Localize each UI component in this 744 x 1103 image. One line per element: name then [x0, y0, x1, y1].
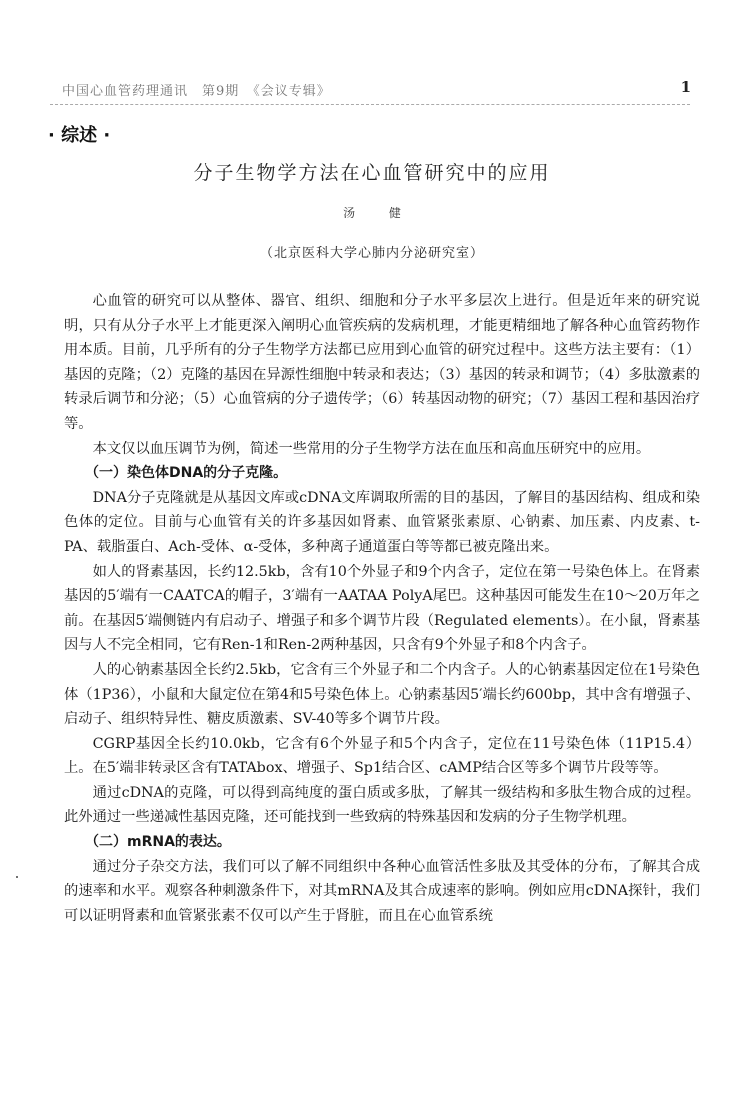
section-1-paragraph-4: CGRP基因全长约10.0kb，它含有6个外显子和5个内含子，定位在11号染色体（11P15.4）上。在5′端非转录区含有TATAbox、增强子、Sp1结合区、cAMP结合区等多个调节片段等等。 [64, 735, 700, 777]
section-2-paragraph-1: 通过分子杂交方法，我们可以了解不同组织中各种心血管活性多肽及其受体的分布，了解其合成的速率和水平。观察各种刺激条件下，对其mRNA及其合成速率的影响。例如应用cDNA探针，我们可以证明肾素和血管紧张素不仅可以产生于肾脏，而且在心血管系统 [64, 858, 700, 924]
intro-paragraph-1: 心血管的研究可以从整体、器官、组织、细胞和分子水平多层次上进行。但是近年来的研究说明，只有从分子水平上才能更深入阐明心血管疾病的发病机理，才能更精细地了解各种心血管药物作用本质。目前，几乎所有的分子生物学方法都已应用到心血管的研究过程中。这些方法主要有：（1）基因的克隆；（2）克隆的基因在异源性细胞中转录和表达；（3）基因的转录和调节；（4）多肽激素的转录后调节和分泌；（5）心血管病的分子遗传学；（6）转基因动物的研究；（7）基因工程和基因治疗等。 [64, 293, 700, 432]
scan-speck [16, 876, 18, 878]
running-head [62, 78, 692, 100]
section-1-paragraph-5: 通过cDNA的克隆，可以得到高纯度的蛋白质或多肽，了解其一级结构和多肽生物合成的过程。此外通过一些递减性基因克隆，还可能找到一些致病的特殊基因和发病的分子生物学机理。 [64, 784, 700, 826]
author: 汤 健 [343, 206, 401, 220]
section-1-heading: （一）染色体DNA的分子克隆。 [85, 465, 288, 482]
journal-name: 中国心血管药理通讯 第9期 《会议专辑》 [62, 84, 331, 99]
section-2-heading: （二）mRNA的表达。 [85, 834, 231, 851]
intro-paragraph-2: 本文仅以血压调节为例，简述一些常用的分子生物学方法在血压和高血压研究中的应用。 [92, 440, 651, 457]
section-1-paragraph-1: DNA分子克隆就是从基因文库或cDNA文库调取所需的目的基因，了解目的基因结构、组成和染色体的定位。目前与心血管有关的许多基因如肾素、血管紧张素原、心钠素、加压素、内皮素、t-PA、载脂蛋白、Ach-受体、α-受体，多种离子通道蛋白等等都已被克隆出来。 [64, 489, 700, 555]
section-1-paragraph-2: 如人的肾素基因，长约12.5kb，含有10个外显子和9个内含子，定位在第一号染色体上。在肾素基因的5′端有一CAATCA的帽子，3′端有一AATAA PolyA尾巴。这种基因可能发生在10～20万年之前。在基因5′端侧链内有启动子、增强子和多个调节片段（Regulated elements）。在小鼠，肾素基因与人不完全相同，它有Ren-1和Ren-2两种基因，只含有9个外显子和8个内含子。 [64, 563, 700, 654]
article-body [64, 289, 700, 928]
affiliation: （北京医科大学心肺内分泌研究室） [259, 246, 484, 261]
section-1-paragraph-3: 人的心钠素基因全长约2.5kb，它含有三个外显子和二个内含子。人的心钠素基因定位在1号染色体（1P36），小鼠和大鼠定位在第4和5号染色体上。心钠素基因5′端长约600bp，其中含有增强子、启动子、组织特异性、糖皮质激素、SV-40等多个调节片段。 [64, 661, 700, 728]
article-title: 分子生物学方法在心血管研究中的应用 [193, 162, 551, 184]
header-rule [50, 104, 690, 105]
section-tag: · 综述 · [48, 125, 111, 146]
page-number: 1 [680, 78, 692, 96]
